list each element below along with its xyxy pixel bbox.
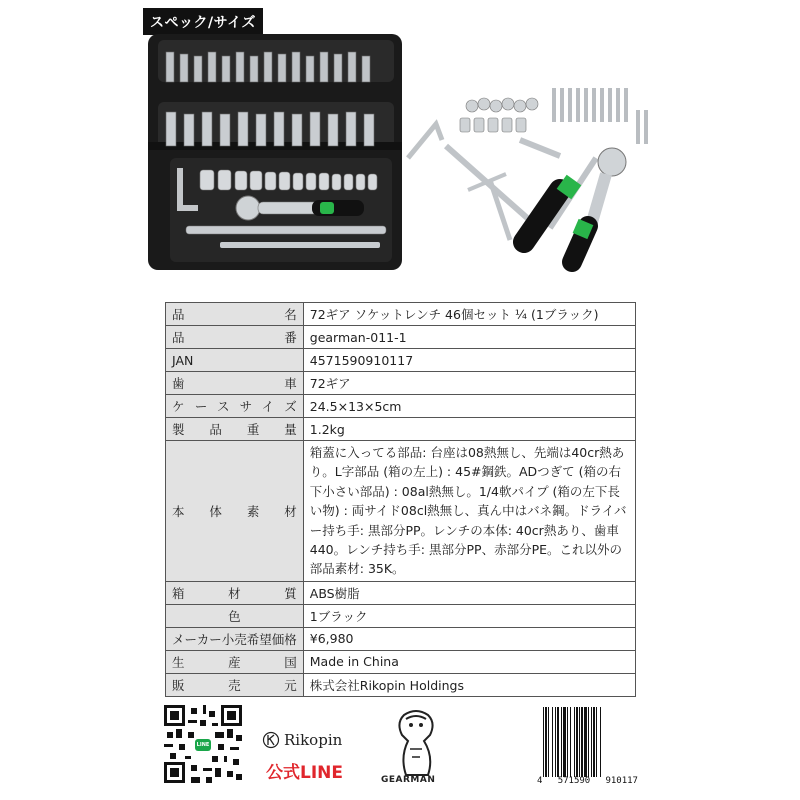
spec-row-case-size <box>166 395 636 418</box>
spec-label: 本体素材 <box>172 503 297 519</box>
spec-label: 箱材質 <box>172 585 297 601</box>
spec-row-seller <box>166 673 636 696</box>
barcode-bar <box>548 707 549 777</box>
gearman-wordmark: GEARMAN <box>381 775 436 785</box>
spec-row-box-material <box>166 581 636 604</box>
barcode-bar <box>545 707 547 777</box>
spec-row-model <box>166 326 636 349</box>
barcode-digit-group: 571590 <box>557 776 591 786</box>
official-line-link[interactable]: 公式LINE <box>266 763 343 783</box>
spec-value: 株式会社Rikopin Holdings <box>303 673 635 696</box>
spec-value: ABS樹脂 <box>303 581 635 604</box>
spec-value: 24.5×13×5cm <box>303 395 635 418</box>
spec-row-weight <box>166 418 636 441</box>
spec-label: JAN <box>172 352 194 368</box>
spec-value: gearman-011-1 <box>303 326 635 349</box>
spec-row-jan <box>166 349 636 372</box>
barcode-bar <box>555 707 556 777</box>
spec-row-color <box>166 604 636 627</box>
spec-value: 72ギア ソケットレンチ 46個セット ¼ (1ブラック) <box>303 303 635 326</box>
spec-value: 1ブラック <box>303 604 635 627</box>
spec-label: 販売元 <box>172 677 297 693</box>
spec-value: 箱蓋に入ってる部品: 台座は08熱無し、先端は40cr熱あり。L字部品 (箱の左上) : 45#鋼鉄。ADつぎて (箱の右下小さい部品) : 08al熱無し。1/4軟パイプ (箱の左下長い物) : 両サイド08cl熱無し、真ん中はバネ鋼。ドライバー持ち手: 黒部分PP。レンチの本体: 40cr熱あり、歯車440。レンチ持ち手: 黒部分PP、赤部分PE。これ以外の部品素材: 35K。 <box>303 441 635 582</box>
spec-value: Made in China <box>303 650 635 673</box>
spec-label: 製品重量 <box>172 422 297 437</box>
line-badge: LINE <box>195 739 211 751</box>
spec-label: 色 <box>228 608 241 624</box>
barcode <box>537 703 638 787</box>
barcode-bar <box>543 707 544 777</box>
spec-label: 品名 <box>172 307 297 322</box>
spec-label: 生産国 <box>172 654 297 670</box>
spec-row-gear <box>166 372 636 395</box>
gearman-mascot-logo <box>384 705 448 781</box>
rikopin-logo-icon <box>262 731 280 749</box>
barcode-bar <box>563 707 566 777</box>
barcode-bar <box>579 707 580 777</box>
spec-row-material <box>166 441 636 582</box>
barcode-number <box>537 776 638 786</box>
barcode-bar <box>570 707 571 777</box>
spec-row-name <box>166 303 636 326</box>
product-photo <box>140 30 660 292</box>
spec-label: 品番 <box>172 330 297 345</box>
spec-row-price <box>166 627 636 650</box>
barcode-bar <box>552 707 553 777</box>
spec-label: 歯車 <box>172 376 297 391</box>
spec-label: メーカー小売希望価格 <box>172 631 297 647</box>
barcode-bar <box>567 707 568 777</box>
barcode-bar <box>584 707 587 777</box>
spec-row-country <box>166 650 636 673</box>
rikopin-brand <box>262 731 342 749</box>
spec-value: ¥6,980 <box>303 627 635 650</box>
barcode-bar <box>561 707 562 777</box>
barcode-digit-group: 910117 <box>605 776 638 786</box>
barcode-bar <box>557 707 559 777</box>
barcode-bar <box>576 707 578 777</box>
barcode-bar <box>574 707 575 777</box>
rikopin-name: Rikopin <box>284 731 343 749</box>
spec-value: 1.2kg <box>303 418 635 441</box>
spec-label: ケースサイズ <box>172 399 297 414</box>
barcode-bar <box>596 707 597 777</box>
barcode-bar <box>593 707 595 777</box>
spec-value: 4571590910117 <box>303 349 635 372</box>
spec-value: 72ギア <box>303 372 635 395</box>
barcode-bar <box>581 707 583 777</box>
barcode-bar <box>600 707 601 777</box>
barcode-digit-group: 4 <box>537 776 543 786</box>
section-tag: スペック/サイズ <box>143 8 263 35</box>
barcode-bar <box>591 707 592 777</box>
spec-table <box>165 302 636 697</box>
barcode-bar <box>588 707 589 777</box>
